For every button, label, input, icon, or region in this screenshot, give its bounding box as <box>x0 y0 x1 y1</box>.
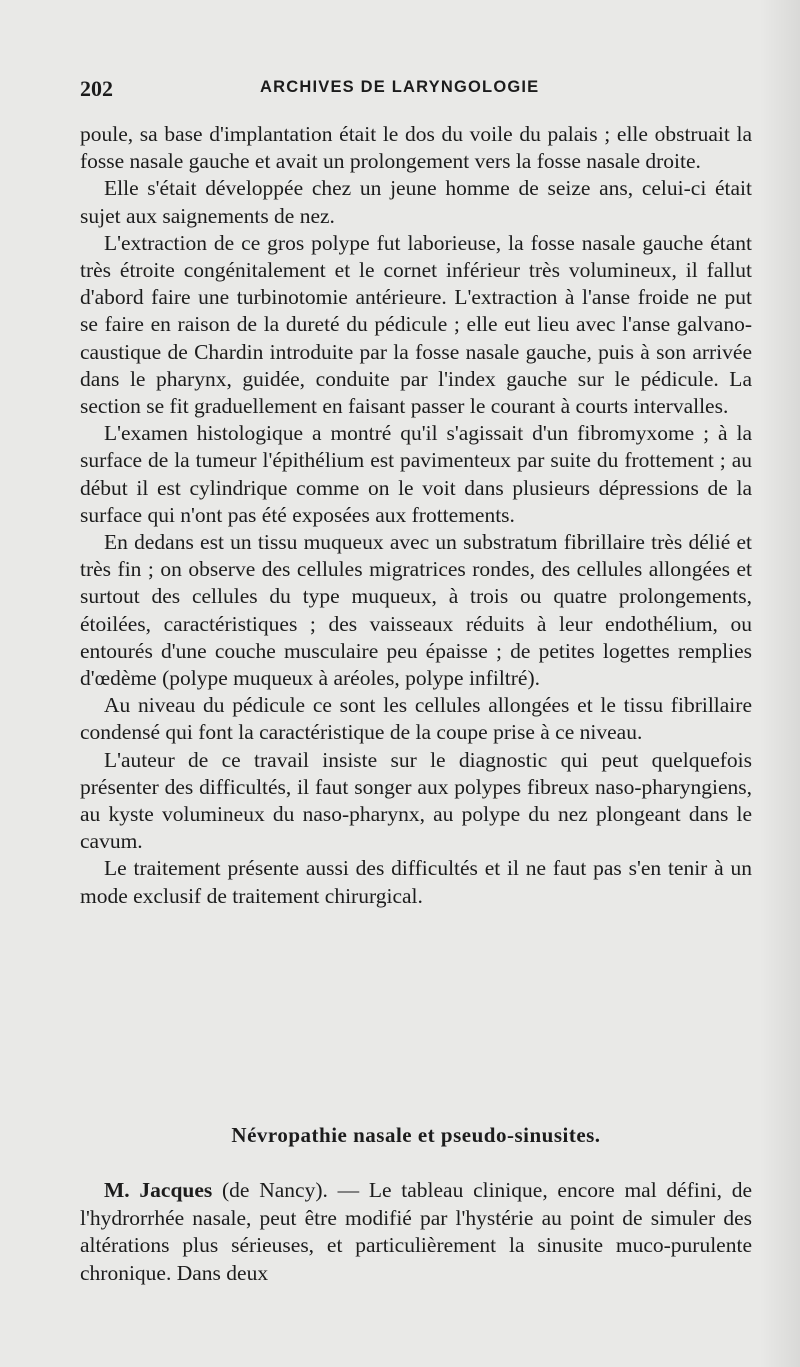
journal-title: ARCHIVES DE LARYNGOLOGIE <box>260 78 540 96</box>
article-body <box>80 121 752 910</box>
paragraph: Le traitement présente aussi des difficultés et il ne faut pas s'en tenir à un mode exclusif de traitement chirurgical. <box>80 856 752 908</box>
page-number: 202 <box>80 76 113 101</box>
section-body <box>80 1177 752 1287</box>
paragraph: L'examen histologique a montré qu'il s'agissait d'un fibromyxome ; à la surface de la tumeur l'épithélium est pavimenteux par suite du frottement ; au début il est cylindrique comme on le voit dans plusieurs dépressions de la surface qui n'ont pas été exposées aux frottements. <box>80 421 752 527</box>
paragraph: L'extraction de ce gros polype fut laborieuse, la fosse nasale gauche étant très étroite congénitalement et le cornet inférieur très volumineux, il fallut d'abord faire une turbinotomie antérieure. L'extraction à l'anse froide ne put se faire en raison de la dureté du pédicule ; elle eut lieu avec l'anse galvano-caustique de Chardin introduite par la fosse nasale gauche, puis à son arrivée dans le pharynx, guidée, conduite par l'index gauche sur le pédicule. La section se fit graduellement en faisant passer le courant à courts intervalles. <box>80 230 752 419</box>
paragraph: Au niveau du pédicule ce sont les cellules allongées et le tissu fibrillaire condensé qui font la caractéristique de la coupe prise à ce niveau. <box>80 693 752 745</box>
section-heading: Névropathie nasale et pseudo-sinusites. <box>231 1123 601 1147</box>
paragraph: poule, sa base d'implantation était le dos du voile du palais ; elle obstruait la fosse nasale gauche et avait un prolongement vers la fosse nasale droite. <box>80 122 752 174</box>
running-head <box>80 76 750 100</box>
section-intro-text: (de Nancy). — Le tableau clinique, encore mal défini, de l'hydrorrhée nasale, peut être modifié par l'hystérie au point de simuler des altérations plus sérieuses, et particulièrement la sinusite muco-purulente chronique. Dans deux <box>80 1178 752 1285</box>
paragraph: En dedans est un tissu muqueux avec un substratum fibrillaire très délié et très fin ; on observe des cellules migratrices rondes, des cellules allongées et surtout des cellules du type muqueux, à trois ou quatre prolongements, étoilées, caractéristiques ; des vaisseaux réduits à leur endothélium, ou entourés d'une couche musculaire peu épaisse ; de petites logettes remplies d'œdème (polype muqueux à aréoles, polype infiltré). <box>80 530 752 691</box>
author-name: M. Jacques <box>104 1178 213 1202</box>
paragraph: Elle s'était développée chez un jeune homme de seize ans, celui-ci était sujet aux saignements de nez. <box>80 176 752 228</box>
section-paragraph <box>80 1177 752 1287</box>
paragraph: L'auteur de ce travail insiste sur le diagnostic qui peut quelquefois présenter des difficultés, il faut songer aux polypes fibreux naso-pharyngiens, au kyste volumineux du naso-pharynx, au polype du nez plongeant dans le cavum. <box>80 747 752 854</box>
